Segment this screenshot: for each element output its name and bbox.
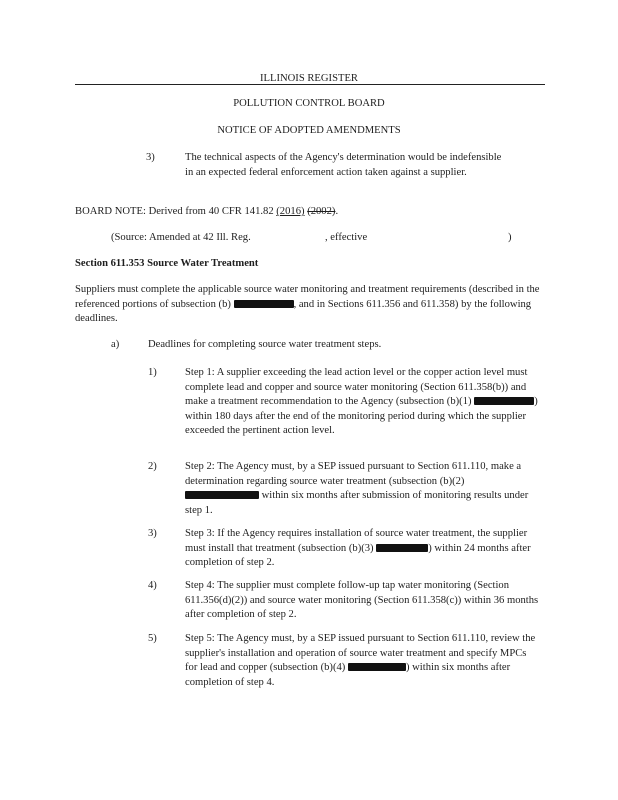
carryover-number: 3) [146, 152, 155, 163]
step-4-number: 4) [148, 580, 157, 591]
board-name: POLLUTION CONTROL BOARD [233, 98, 385, 109]
step-4-text: Step 4: The supplier must complete follow-up tap water monitoring (Section 611.356(d)(2)) and source water monitoring (Section 611.358(c)) within 36 months after completion of step 2. [185, 580, 539, 621]
step-5-part2: ) within six months after completion of step 4. [185, 662, 511, 688]
step-3-part2: ) within 24 months after completion of step 2. [185, 542, 531, 569]
source-label: (Source: Amended at 42 Ill. Reg. [111, 232, 251, 243]
subsection-a-text: Deadlines for completing source water treatment steps. [148, 339, 382, 350]
step-1-number: 1) [148, 367, 157, 378]
carryover-text: The technical aspects of the Agency's determination would be indefensible in an expected federal enforcement action taken against a supplier. [185, 152, 502, 178]
redaction-mark [376, 544, 428, 552]
section-intro-part2: , and in Sections 611.356 and 611.358) by the following deadlines. [75, 298, 532, 325]
board-note-prefix: BOARD NOTE: Derived from 40 CFR 141.82 [75, 206, 274, 217]
source-close: ) [508, 232, 512, 243]
step-2-part2: within six months after submission of monitoring results under step 1. [185, 490, 529, 516]
step-3-text [185, 527, 540, 571]
section-intro-part1: Suppliers must complete the applicable source water monitoring and treatment requirements (described in the referenced portions of subsection (b) [75, 284, 540, 310]
notice-title: NOTICE OF ADOPTED AMENDMENTS [217, 125, 401, 136]
step-3-number: 3) [148, 528, 157, 539]
board-note-suffix: . [335, 206, 339, 217]
board-note-added: (2016) [276, 206, 305, 217]
step-1-part2: ) within 180 days after the end of the monitoring period during which the supplier exceeded the pertinent action level. [185, 396, 538, 437]
step-5-part1: Step 5: The Agency must, by a SEP issued pursuant to Section 611.110, review the supplier's installation and operation of source water treatment and specify MPCs for lead and copper (subsection (b)(4) [185, 633, 536, 674]
step-2-part1: Step 2: The Agency must, by a SEP issued pursuant to Section 611.110, make a determination regarding source water treatment (subsection (b)(2) [185, 461, 522, 487]
step-2-text [185, 460, 540, 518]
board-note [75, 205, 545, 220]
step-5-text [185, 632, 540, 690]
step-2-number: 2) [148, 461, 157, 472]
step-5-number: 5) [148, 633, 157, 644]
redaction-mark [234, 300, 294, 308]
register-title: ILLINOIS REGISTER [0, 72, 618, 87]
board-note-deleted: (2002) [307, 206, 336, 217]
step-3-part1: Step 3: If the Agency requires installation of source water treatment, the supplier must install that treatment (subsection (b)(3) [185, 528, 528, 554]
source-effective: , effective [325, 232, 368, 243]
section-intro [75, 283, 545, 327]
step-1-text [185, 366, 540, 439]
redaction-mark [474, 397, 534, 405]
redaction-mark [185, 491, 259, 499]
subsection-a-label: a) [111, 339, 120, 350]
step-1-part1: Step 1: A supplier exceeding the lead action level or the copper action level must complete lead and copper and source water monitoring (Section 611.358(b)) and make a treatment recommendation to the Agency (subsection (b)(1) [185, 367, 528, 408]
section-heading: Section 611.353 Source Water Treatment [75, 258, 259, 269]
redaction-mark [348, 663, 406, 671]
